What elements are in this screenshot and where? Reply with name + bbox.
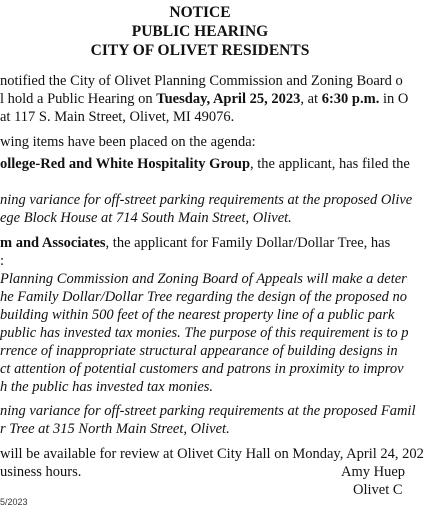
item2-desc-1: ning variance for off-street parking requirements at the proposed Famil xyxy=(0,403,416,419)
review-line-2: usiness hours. xyxy=(0,464,82,480)
header-notice: NOTICE xyxy=(169,4,231,21)
item1-desc-1: ning variance for off-street parking requirements at the proposed Olive xyxy=(0,192,413,208)
intro-line-2-b: , at xyxy=(300,91,322,107)
intro-line-2 xyxy=(0,90,408,108)
item2-applicant: m and Associates xyxy=(0,235,106,251)
signature-title: Olivet C xyxy=(353,482,403,498)
item2-colon: : xyxy=(0,253,5,269)
intro-line-2-c: in O xyxy=(379,91,409,107)
footer-date: 5/2023 xyxy=(0,497,28,507)
item1-line xyxy=(0,155,410,173)
hearing-time: 6:30 p.m. xyxy=(321,91,380,107)
item2-para-3: building within 500 feet of the nearest property line of a public park xyxy=(0,307,395,323)
item2-rest: , the applicant for Family Dollar/Dollar Tree, has xyxy=(105,235,391,251)
review-line-1: will be available for review at Olivet City Hall on Monday, April 24, 202 xyxy=(0,446,424,462)
intro-line-1: notified the City of Olivet Planning Commission and Zoning Board o xyxy=(0,73,403,89)
item1-desc-2: ege Block House at 714 South Main Street, Olivet. xyxy=(0,210,292,226)
item2-para-5: rrence of inappropriate structural appearance of building designs in xyxy=(0,343,398,359)
item2-line xyxy=(0,234,390,252)
item2-para-7: h the public has invested tax monies. xyxy=(0,379,214,395)
header-public-hearing: PUBLIC HEARING xyxy=(131,23,269,40)
agenda-intro: wing items have been placed on the agenda: xyxy=(0,134,256,150)
item2-para-4: public has invested tax monies. The purpose of this requirement is to p xyxy=(0,325,409,341)
intro-line-2-a: l hold a Public Hearing on xyxy=(0,91,157,107)
intro-line-3: at 117 S. Main Street, Olivet, MI 49076. xyxy=(0,109,235,125)
item2-para-6: ct attention of potential customers and patrons in proximity to improv xyxy=(0,361,404,377)
item1-rest: , the applicant, has filed the xyxy=(250,156,410,172)
item2-desc-2: r Tree at 315 North Main Street, Olivet. xyxy=(0,421,230,437)
item2-para-1: Planning Commission and Zoning Board of Appeals will make a deter xyxy=(0,271,407,287)
item1-applicant: ollege-Red and White Hospitality Group xyxy=(0,156,251,172)
hearing-date: Tuesday, April 25, 2023 xyxy=(156,91,301,107)
signature-name: Amy Huep xyxy=(341,464,406,480)
header-city-residents: CITY OF OLIVET RESIDENTS xyxy=(90,42,310,59)
item2-para-2: he Family Dollar/Dollar Tree regarding the design of the proposed no xyxy=(0,289,408,305)
